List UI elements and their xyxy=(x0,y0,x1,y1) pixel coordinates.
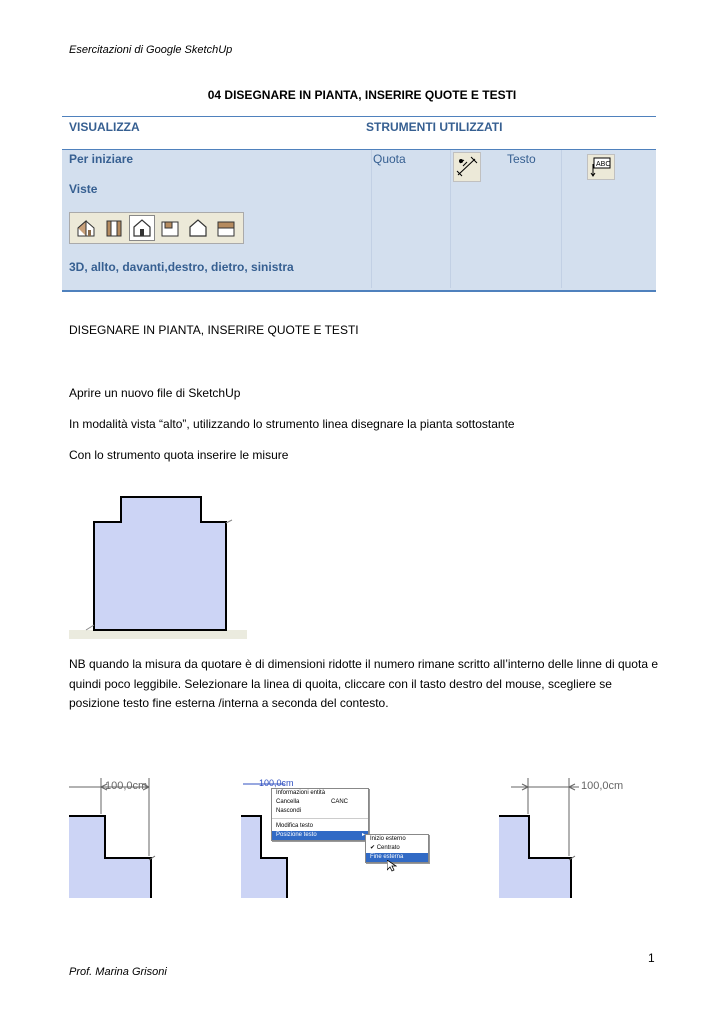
tool-quota-label: Quota xyxy=(373,152,406,166)
table-body xyxy=(62,150,656,292)
floor-plan-drawing xyxy=(66,490,251,642)
submenu-arrow-icon: ▸ xyxy=(361,832,365,838)
ground-strip xyxy=(69,630,247,639)
submenu-centrato-label: Centrato xyxy=(376,845,400,851)
svg-text:ABC: ABC xyxy=(596,161,611,168)
cursor-icon xyxy=(387,860,397,872)
iso-view-icon[interactable] xyxy=(73,215,99,241)
col-divider xyxy=(450,150,451,288)
submenu-inizio[interactable]: Inizio esterno xyxy=(370,836,406,842)
dimension-label: 100,0cm xyxy=(105,780,148,792)
col-header-visualizza: VISUALIZZA xyxy=(69,120,140,134)
text-tool-icon[interactable] xyxy=(587,154,615,180)
back-view-icon[interactable] xyxy=(185,215,211,241)
section-heading: DISEGNARE IN PIANTA, INSERIRE QUOTE E TESTI xyxy=(69,323,359,337)
col-divider xyxy=(561,150,562,288)
instruction-1: Aprire un nuovo file di SketchUp xyxy=(69,386,241,400)
check-icon: ✔ xyxy=(370,845,376,851)
menu-item-posizione-label: Posizione testo xyxy=(276,832,317,838)
per-iniziare-label: Per iniziare xyxy=(69,152,134,166)
instruction-2: In modalità vista “alto”, utilizzando lo strumento linea disegnare la pianta sottostante xyxy=(69,417,515,431)
menu-item-posizione[interactable] xyxy=(272,831,368,840)
right-view-icon[interactable] xyxy=(157,215,183,241)
viste-label: Viste xyxy=(69,182,98,196)
submenu-centrato[interactable] xyxy=(366,844,428,853)
menu-item-nascondi[interactable]: Nascondi xyxy=(276,808,302,814)
menu-item-info[interactable]: Informazioni entità xyxy=(276,790,326,796)
tools-table xyxy=(62,116,656,292)
nb-paragraph: NB quando la misura da quotare è di dimensioni ridotte il numero rimane scritto all’interno delle linne di quota e quindi poco leggibile. Selezionare la linea di quoita, cliccare con il tasto destro del mouse, scegliere se posizione testo fine esterna /interna a seconda del contesto. xyxy=(69,657,658,710)
dimension-tool-icon[interactable] xyxy=(453,152,481,182)
col-divider xyxy=(371,150,372,288)
tool-testo-label: Testo xyxy=(507,152,536,166)
top-view-icon[interactable] xyxy=(101,215,127,241)
menu-item-cancella[interactable] xyxy=(272,798,368,807)
screenshot-text-outside xyxy=(499,774,629,898)
submenu-fine[interactable]: Fine esterna xyxy=(366,853,428,862)
context-menu xyxy=(271,788,369,841)
page-footer-author: Prof. Marina Grisoni xyxy=(69,966,167,978)
instruction-3: Con lo strumento quota inserire le misure xyxy=(69,448,289,462)
document-title: 04 DISEGNARE IN PIANTA, INSERIRE QUOTE E TESTI xyxy=(207,88,517,102)
submenu xyxy=(365,834,429,863)
left-view-icon[interactable] xyxy=(213,215,239,241)
shortcut-label: CANC xyxy=(330,799,348,805)
page-number: 1 xyxy=(648,951,655,965)
col-header-strumenti: STRUMENTI UTILIZZATI xyxy=(366,120,503,134)
dimension-label: 100,0cm xyxy=(259,778,294,788)
dimension-label: 100,0cm xyxy=(581,780,624,792)
views-toolbar xyxy=(69,212,244,244)
viste-description: 3D, allto, davanti,destro, dietro, sinistra xyxy=(69,260,294,274)
plan-shape xyxy=(94,497,226,630)
menu-item-modifica[interactable]: Modifica testo xyxy=(276,823,314,829)
menu-item-cancella-label: Cancella xyxy=(276,799,300,805)
screenshot-text-inside xyxy=(69,774,173,898)
page-header: Esercitazioni di Google SketchUp xyxy=(69,44,233,56)
screenshot-context-menu xyxy=(241,774,431,898)
table-top-rule xyxy=(62,116,656,117)
front-view-icon[interactable] xyxy=(129,215,155,241)
